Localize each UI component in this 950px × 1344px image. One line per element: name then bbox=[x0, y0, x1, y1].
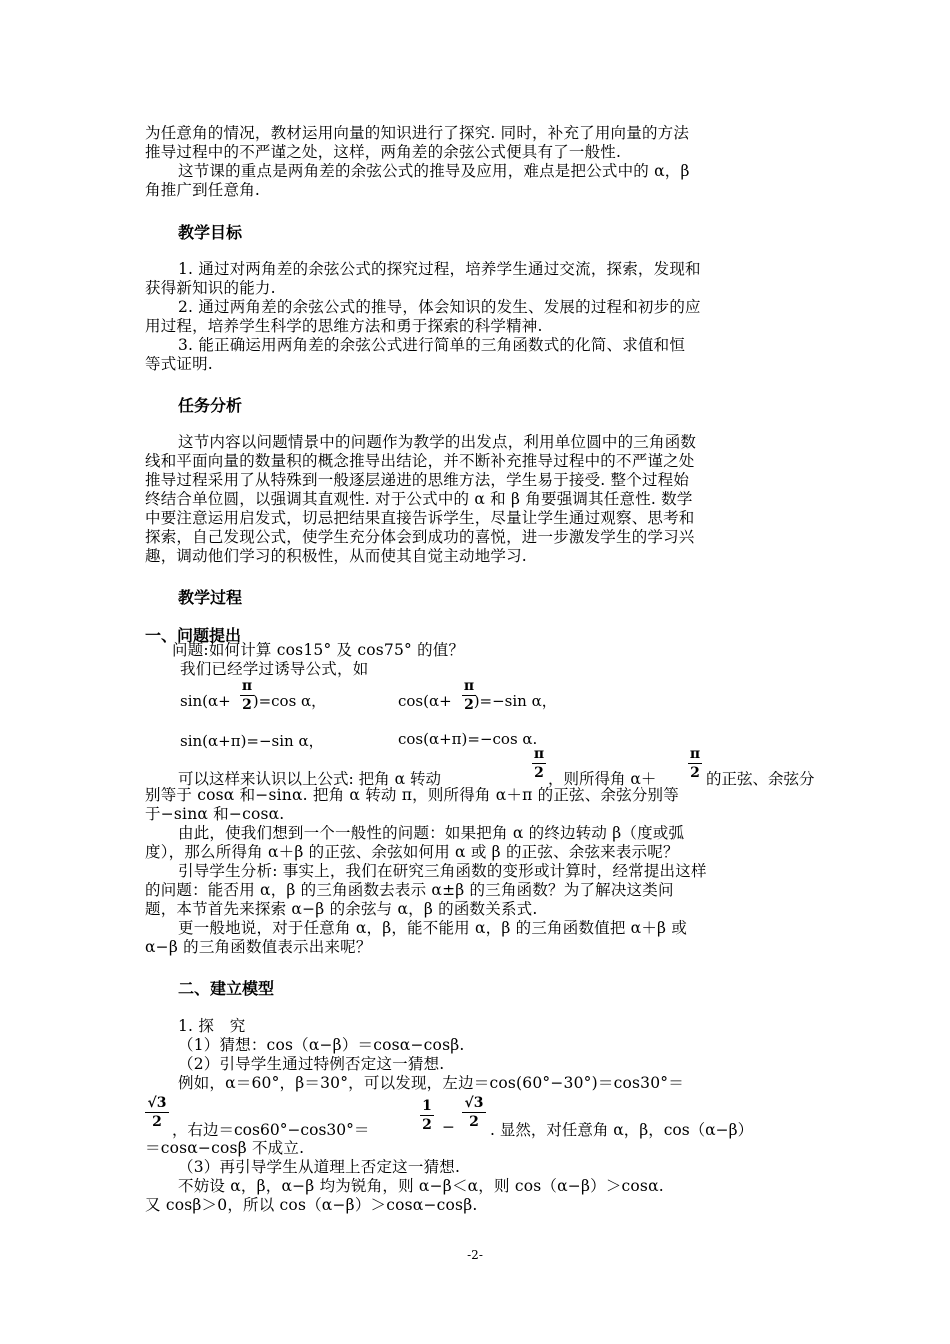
goal-3-line-2: 等式证明. bbox=[145, 355, 213, 373]
rotation-line-2: 别等于 cosα 和−sinα. 把角 α 转动 π，则所得角 α＋π 的正弦、余弦分别等 bbox=[145, 786, 679, 804]
question-line: 问题:如何计算 cos15° 及 cos75° 的值？ bbox=[172, 641, 465, 659]
task-line-2: 线和平面向量的数量积的概念推导出结论，并不断补充推导过程中的不严谨之处 bbox=[145, 452, 695, 470]
task-line-5: 中要注意运用启发式，切忌把结果直接告诉学生，尽量让学生通过观察、思考和 bbox=[145, 509, 695, 527]
intro-line-3: 这节课的重点是两角差的余弦公式的推导及应用，难点是把公式中的 α，β bbox=[178, 162, 690, 180]
page-number: -2- bbox=[467, 1248, 483, 1262]
intro-line-1: 为任意角的情况，教材运用向量的知识进行了探究. 同时，补充了用向量的方法 bbox=[145, 124, 690, 142]
rotation-line-3: 于−sinα 和−cosα. bbox=[145, 805, 285, 823]
rotation-line-1c: 的正弦、余弦分 bbox=[706, 770, 815, 788]
general-question-line-1: 由此，使我们想到一个一般性的问题：如果把角 α 的终边转动 β（度或弧 bbox=[178, 824, 685, 842]
fraction-pi-over-2-a: π 2 bbox=[241, 678, 253, 713]
task-line-3: 推导过程采用了从特殊到一般逐层递进的思维方法，学生易于接受. 整个过程始 bbox=[145, 471, 690, 489]
intro-line-2: 推导过程中的不严谨之处，这样，两角差的余弦公式便具有了一般性. bbox=[145, 143, 622, 161]
formula-cos-half-pi: cos(α+ )=−sin α， bbox=[398, 692, 557, 710]
goal-2-line-1: 2. 通过两角差的余弦公式的推导，体会知识的发生、发展的过程和初步的应 bbox=[178, 298, 701, 316]
goal-3-line-1: 3. 能正确运用两角差的余弦公式进行简单的三角函数式的化简、求值和恒 bbox=[178, 336, 686, 354]
task-line-6: 探索，自己发现公式，使学生充分体会到成功的喜悦，进一步激发学生的学习兴 bbox=[145, 528, 695, 546]
section-1-heading: 一、问题提出 bbox=[145, 626, 242, 645]
example-line: 例如，α＝60°，β＝30°，可以发现，左边＝cos(60°−30°)＝cos30°＝ bbox=[178, 1074, 684, 1092]
counterexample-intro: （2）引导学生通过特例否定这一猜想. bbox=[178, 1055, 445, 1073]
fraction-1-over-2: 1 2 bbox=[420, 1098, 434, 1133]
fraction-sqrt3-over-2-b: √3 2 bbox=[462, 1095, 486, 1130]
right-side-line-b: . 显然，对任意角 α，β，cos（α−β） bbox=[490, 1121, 754, 1139]
fraction-pi-over-2-c: π 2 bbox=[533, 746, 545, 781]
rotation-line-1a: 可以这样来认识以上公式: 把角 α 转动 bbox=[178, 770, 441, 788]
intro-line-4: 角推广到任意角. bbox=[145, 181, 261, 199]
task-line-1: 这节内容以问题情景中的问题作为教学的出发点，利用单位圆中的三角函数 bbox=[178, 433, 697, 451]
goal-2-line-2: 用过程，培养学生科学的思维方法和勇于探索的科学精神. bbox=[145, 317, 543, 335]
goals-heading: 教学目标 bbox=[178, 223, 243, 242]
analysis-line-2: 的问题：能否用 α，β 的三角函数去表示 α±β 的三角函数？为了解决这类问 bbox=[145, 881, 674, 899]
task-line-4: 终结合单位圆，以强调其直观性. 对于公式中的 α 和 β 角要强调其任意性. 数学 bbox=[145, 490, 693, 508]
analysis-line-3: 题，本节首先来探索 α−β 的余弦与 α，β 的函数关系式. bbox=[145, 900, 538, 918]
rotation-line-1b: ，则所得角 α＋ bbox=[548, 770, 657, 788]
minus-sign: − bbox=[442, 1118, 455, 1136]
goal-1-line-2: 获得新知识的能力. bbox=[145, 279, 276, 297]
generalization-line-2: α−β 的三角函数值表示出来呢？ bbox=[145, 938, 372, 956]
formula-sin-pi: sin(α+π)=−sin α， bbox=[180, 732, 324, 750]
reasoning-line-1: 不妨设 α，β，α−β 均为锐角，则 α−β＜α，则 cos（α−β）＞cosα. bbox=[178, 1177, 664, 1195]
fraction-pi-over-2-d: π 2 bbox=[689, 746, 701, 781]
task-line-7: 趣，调动他们学习的积极性，从而使其自觉主动地学习. bbox=[145, 547, 527, 565]
right-side-line-a: ，右边＝cos60°−cos30°＝ bbox=[172, 1121, 370, 1139]
section-2-heading: 二、建立模型 bbox=[178, 979, 275, 998]
not-hold-line: ＝cosα−cosβ 不成立. bbox=[145, 1139, 305, 1157]
conjecture-line: （1）猜想：cos（α−β）＝cosα−cosβ. bbox=[178, 1036, 465, 1054]
task-heading: 任务分析 bbox=[178, 396, 243, 415]
analysis-line-1: 引导学生分析: 事实上，我们在研究三角函数的变形或计算时，经常提出这样 bbox=[178, 862, 707, 880]
process-heading: 教学过程 bbox=[178, 588, 243, 607]
general-question-line-2: 度），那么所得角 α＋β 的正弦、余弦如何用 α 或 β 的正弦、余弦来表示呢？ bbox=[145, 843, 679, 861]
formula-cos-pi: cos(α+π)=−cos α. bbox=[398, 730, 538, 748]
formula-sin-half-pi: sin(α+ )=cos α， bbox=[180, 692, 327, 710]
fraction-pi-over-2-b: π 2 bbox=[463, 678, 475, 713]
fraction-sqrt3-over-2-a: √3 2 bbox=[145, 1095, 169, 1130]
reasoning-line-2: 又 cosβ＞0，所以 cos（α−β）＞cosα−cosβ. bbox=[145, 1196, 478, 1214]
known-formulas-line: 我们已经学过诱导公式，如 bbox=[180, 660, 369, 678]
generalization-line-1: 更一般地说，对于任意角 α，β，能不能用 α，β 的三角函数值把 α＋β 或 bbox=[178, 919, 688, 937]
reasoning-intro: （3）再引导学生从道理上否定这一猜想. bbox=[178, 1158, 461, 1176]
goal-1-line-1: 1. 通过对两角差的余弦公式的探究过程，培养学生通过交流，探索，发现和 bbox=[178, 260, 701, 278]
explore-heading: 1. 探 究 bbox=[178, 1017, 246, 1035]
